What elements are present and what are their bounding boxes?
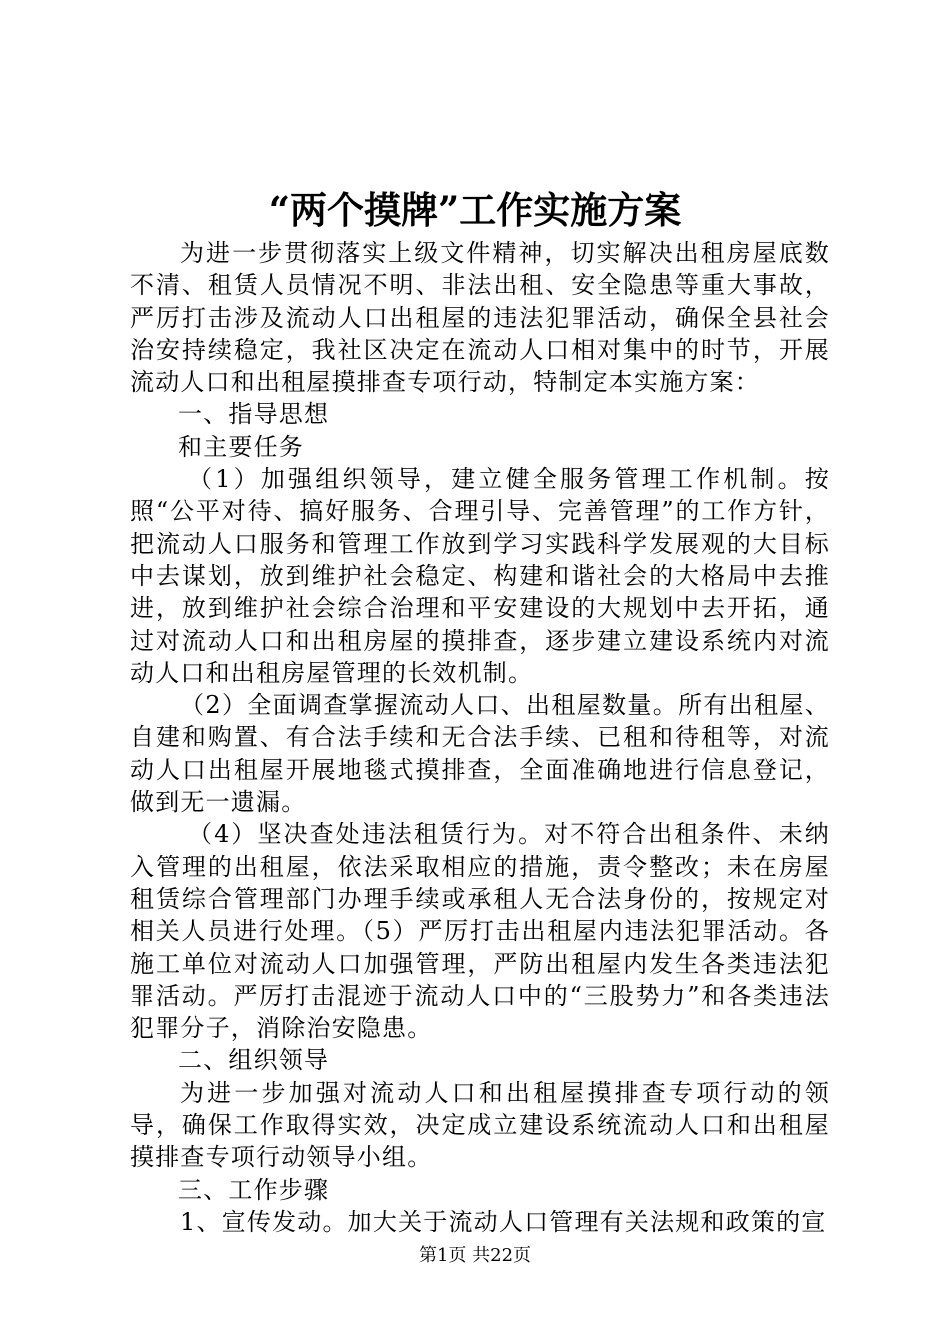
document-body: [130, 237, 830, 1238]
document-title: “两个摸牌”工作实施方案: [268, 188, 682, 232]
work-step-1: 1、宣传发动。加大关于流动人口管理有关法规和政策的宣: [180, 1207, 827, 1236]
section-heading-work-steps: 三、工作步骤: [178, 1175, 330, 1204]
section-heading-guiding-thought: 一、指导思想: [178, 400, 330, 429]
organization-paragraph: 为进一步加强对流动人口和出租屋摸排查专项行动的领导，确保工作取得实效，决定成立建设系统流动人口和出租屋摸排查专项行动领导小组。: [130, 1078, 830, 1172]
section-heading-organization: 二、组织领导: [178, 1046, 330, 1075]
page-number-footer: 第1页 共22页: [418, 1245, 532, 1266]
task-item-4-5: （4）坚决查处违法租赁行为。对不符合出租条件、未纳入管理的出租屋，依法采取相应的措施，责令整改；未在房屋租赁综合管理部门办理手续或承租人无合法身份的，按规定对相关人员进行处理。（5）严厉打击出租屋内违法犯罪活动。各施工单位对流动人口加强管理，严防出租屋内发生各类违法犯罪活动。严厉打击混迹于流动人口中的“三股势力”和各类违法犯罪分子，消除治安隐患。: [130, 820, 830, 1043]
task-item-1: （1）加强组织领导，建立健全服务管理工作机制。按照“公平对待、搞好服务、合理引导、完善管理”的工作方针，把流动人口服务和管理工作放到学习实践科学发展观的大目标中去谋划，放到维护社会稳定、构建和谐社会的大格局中去推进，放到维护社会综合治理和平安建设的大规划中去开拓，通过对流动人口和出租房屋的摸排查，逐步建立建设系统内对流动人口和出租房屋管理的长效机制。: [130, 465, 830, 687]
intro-paragraph: 为进一步贯彻落实上级文件精神，切实解决出租房屋底数不清、租赁人员情况不明、非法出租、安全隐患等重大事故，严厉打击涉及流动人口出租屋的违法犯罪活动，确保全县社会治安持续稳定，我社区决定在流动人口相对集中的时节，开展流动人口和出租屋摸排查专项行动，特制定本实施方案：: [130, 239, 830, 397]
section-subheading-main-tasks: 和主要任务: [178, 432, 304, 461]
task-item-2: （2）全面调查掌握流动人口、出租屋数量。所有出租屋、自建和购置、有合法手续和无合法手续、已租和待租等，对流动人口出租屋开展地毯式摸排查，全面准确地进行信息登记，做到无一遗漏。: [130, 691, 830, 817]
